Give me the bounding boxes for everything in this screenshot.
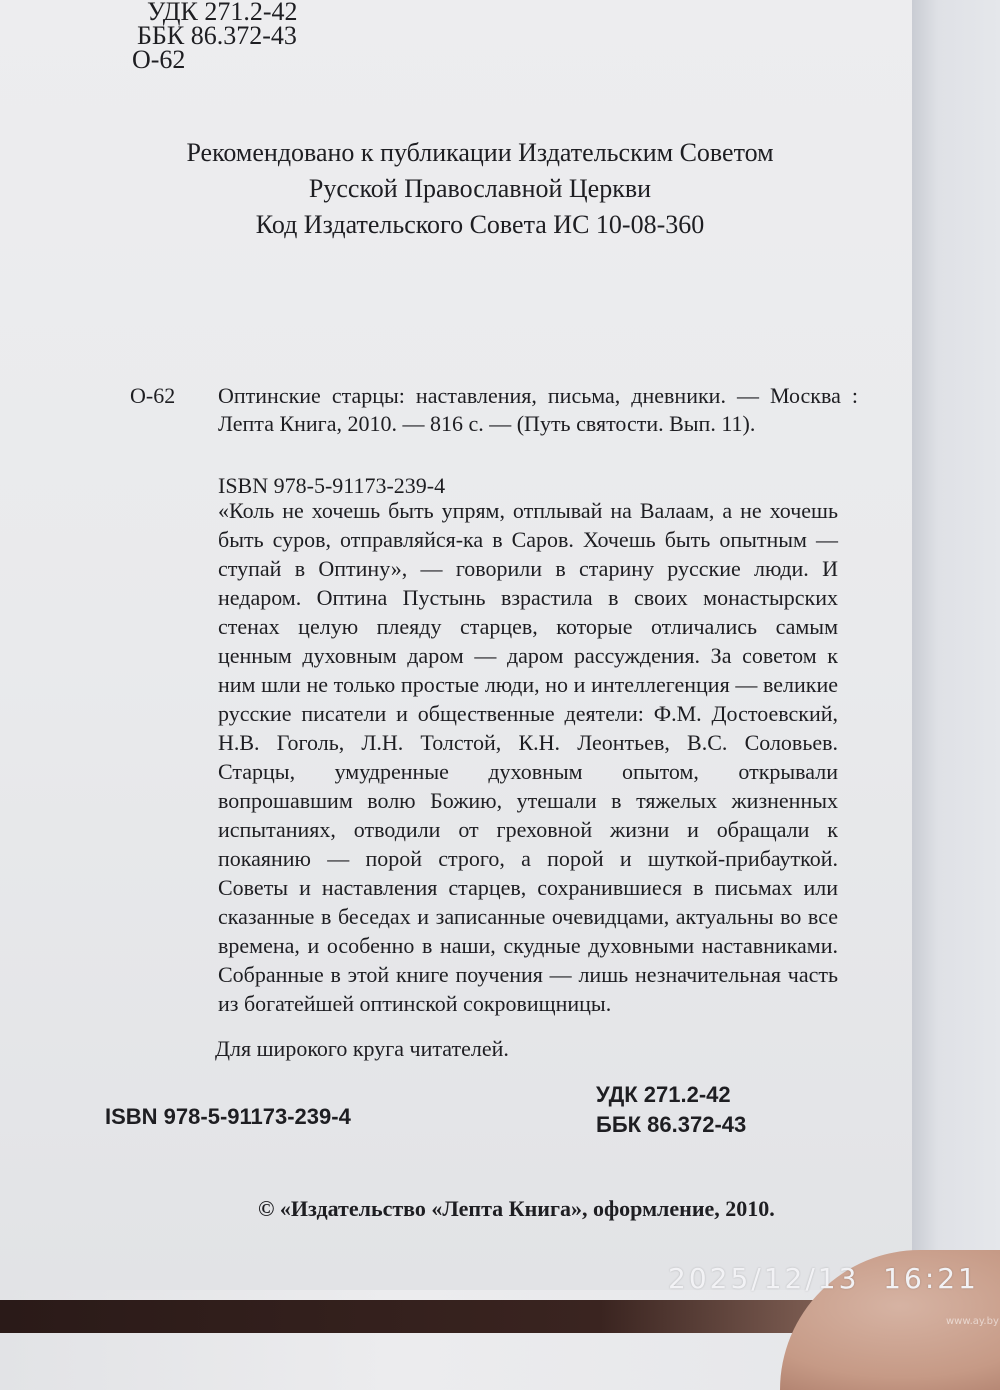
recommendation-line: Рекомендовано к публикации Издательским Советом [186, 138, 774, 167]
entry-title: Оптинские старцы: наставления, письма, дневники. — Москва : Лепта Книга, 2010. — 816 с. — (Путь святости. Вып. 11). [218, 383, 858, 436]
footer-isbn: ISBN 978-5-91173-239-4 [105, 1104, 351, 1129]
site-watermark: www.ay.by [946, 1316, 999, 1327]
footer-codes [596, 1080, 746, 1140]
udk-code: УДК 271.2-42 [147, 0, 298, 26]
bbk-code: ББК 86.372-43 [137, 21, 297, 50]
description [218, 496, 838, 1018]
footer-udk: УДК 271.2-42 [596, 1082, 731, 1107]
copyright: © «Издательство «Лепта Книга», оформление, 2010. [258, 1196, 775, 1221]
author-mark: О-62 [132, 45, 186, 74]
description-text: «Коль не хочешь быть упрям, отплывай на Валаам, а не хочешь быть суров, отправляйся-ка в Саров. Хочешь быть опытным — ступай в Оптину», — говорили в старину русские люди. И недаром. Оптина Пустынь взрастила в своих монастырских стенах целую плеяду старцев, которые отличались самым ценным духовным даром — даром рассуждения. За советом к ним шли не только простые люди, но и интеллегенция — великие русские писатели и общественные деятели: Ф.М. Достоевский, Н.В. Гоголь, Л.Н. Толстой, К.Н. Леонтьев, В.С. Соловьев. Старцы, умудренные духовным опытом, открывали вопрошавшим волю Божию, утешали в тяжелых жизненных испытаниях, отводили от греховной жизни и обращали к покаянию — порой строго, а порой и шуткой-прибауткой. Советы и наставления старцев, сохранившиеся в письмах или сказанные в беседах и записанные очевидцами, актуальны во все времена, и особенно в наши, скудные духовными наставниками. Собранные в этой книге поучения — лишь незначительная часть из богатейшей оптинской сокровищницы. [218, 498, 838, 1016]
recommendation-line: Код Издательского Совета ИС 10-08-360 [255, 210, 705, 239]
entry-code: О-62 [130, 383, 176, 408]
recommendation-line: Русской Православной Церкви [308, 174, 652, 203]
entry-isbn: ISBN 978-5-91173-239-4 [218, 473, 446, 498]
footer-bbk: ББК 86.372-43 [596, 1112, 747, 1137]
photo-timestamp: 2025/12/13 16:21 [668, 1262, 979, 1295]
header-codes [132, 0, 298, 74]
readers-note: Для широкого круга читателей. [215, 1036, 509, 1061]
recommendation [140, 135, 820, 243]
page-edge [912, 0, 1000, 1333]
